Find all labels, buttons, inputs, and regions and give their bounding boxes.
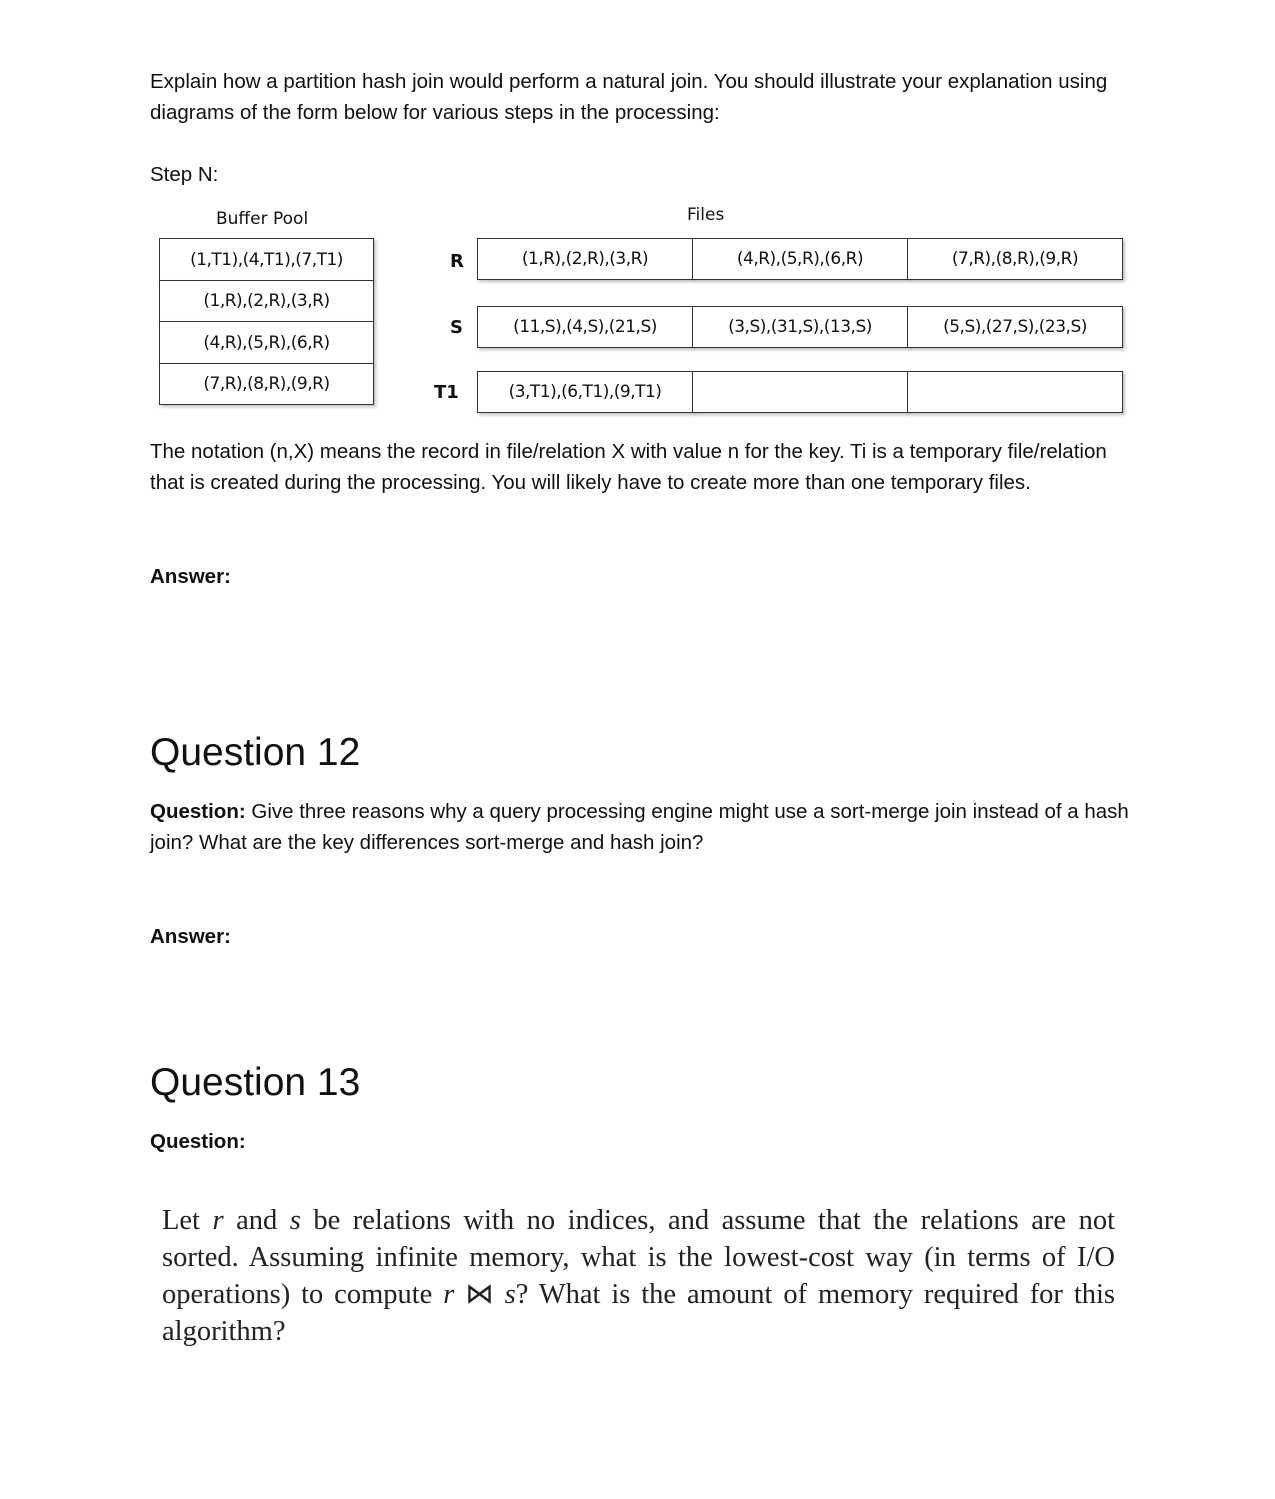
file-block: (7,R),(8,R),(9,R): [907, 238, 1123, 280]
question-13-text: [162, 1202, 1115, 1350]
buffer-block: (4,R),(5,R),(6,R): [159, 321, 374, 364]
text: ? What is the amount of memory required for this algorithm?: [162, 1279, 1115, 1347]
question-13-heading: Question 13: [150, 1061, 361, 1104]
file-block: (11,S),(4,S),(21,S): [477, 306, 693, 348]
var-r: r: [443, 1279, 455, 1310]
question-label: Question:: [150, 1130, 246, 1153]
var-s: s: [289, 1205, 301, 1236]
question-12-text: [150, 796, 1130, 858]
step-label: Step N:: [150, 163, 219, 186]
var-s: s: [504, 1279, 516, 1310]
file-label-r: R: [450, 251, 464, 272]
answer-label: Answer:: [150, 565, 231, 588]
file-label-s: S: [450, 317, 463, 338]
buffer-block: (1,R),(2,R),(3,R): [159, 280, 374, 322]
intro-text: Explain how a partition hash join would perform a natural join. You should illustrate your explanation using diagrams of the form below for various steps in the processing:: [150, 70, 1108, 124]
text: be relations with no indices, and assume that the relations are not sorted. Assuming infinite memory, what is the lowest-cost way (in terms of I/O operations) to compute: [162, 1205, 1115, 1310]
var-r: r: [212, 1205, 224, 1236]
buffer-block: (7,R),(8,R),(9,R): [159, 363, 374, 405]
file-label-t1: T1: [434, 382, 459, 403]
question-label: Question:: [150, 800, 246, 823]
text: Let: [162, 1205, 213, 1236]
file-block: (1,R),(2,R),(3,R): [477, 238, 693, 280]
buffer-block: (1,T1),(4,T1),(7,T1): [159, 238, 374, 281]
file-block: (3,T1),(6,T1),(9,T1): [477, 371, 693, 413]
files-label: Files: [687, 205, 725, 225]
answer-label: Answer:: [150, 925, 231, 948]
file-block: (4,R),(5,R),(6,R): [692, 238, 908, 280]
file-block-empty: [907, 371, 1123, 413]
notation-text: The notation (n,X) means the record in file/relation X with value n for the key. Ti is a temporary file/relation that is created during the processing. You will likely have to create more than one temporary files.: [150, 440, 1107, 494]
join-symbol: ⋈: [454, 1279, 505, 1310]
buffer-pool-label: Buffer Pool: [216, 209, 309, 229]
text: and: [223, 1205, 290, 1236]
question-body: Give three reasons why a query processing engine might use a sort-merge join instead of a hash join? What are the key differences sort-merge and hash join?: [150, 800, 1129, 854]
file-block-empty: [692, 371, 908, 413]
file-block: (5,S),(27,S),(23,S): [907, 306, 1123, 348]
question-12-heading: Question 12: [150, 731, 361, 774]
file-block: (3,S),(31,S),(13,S): [692, 306, 908, 348]
